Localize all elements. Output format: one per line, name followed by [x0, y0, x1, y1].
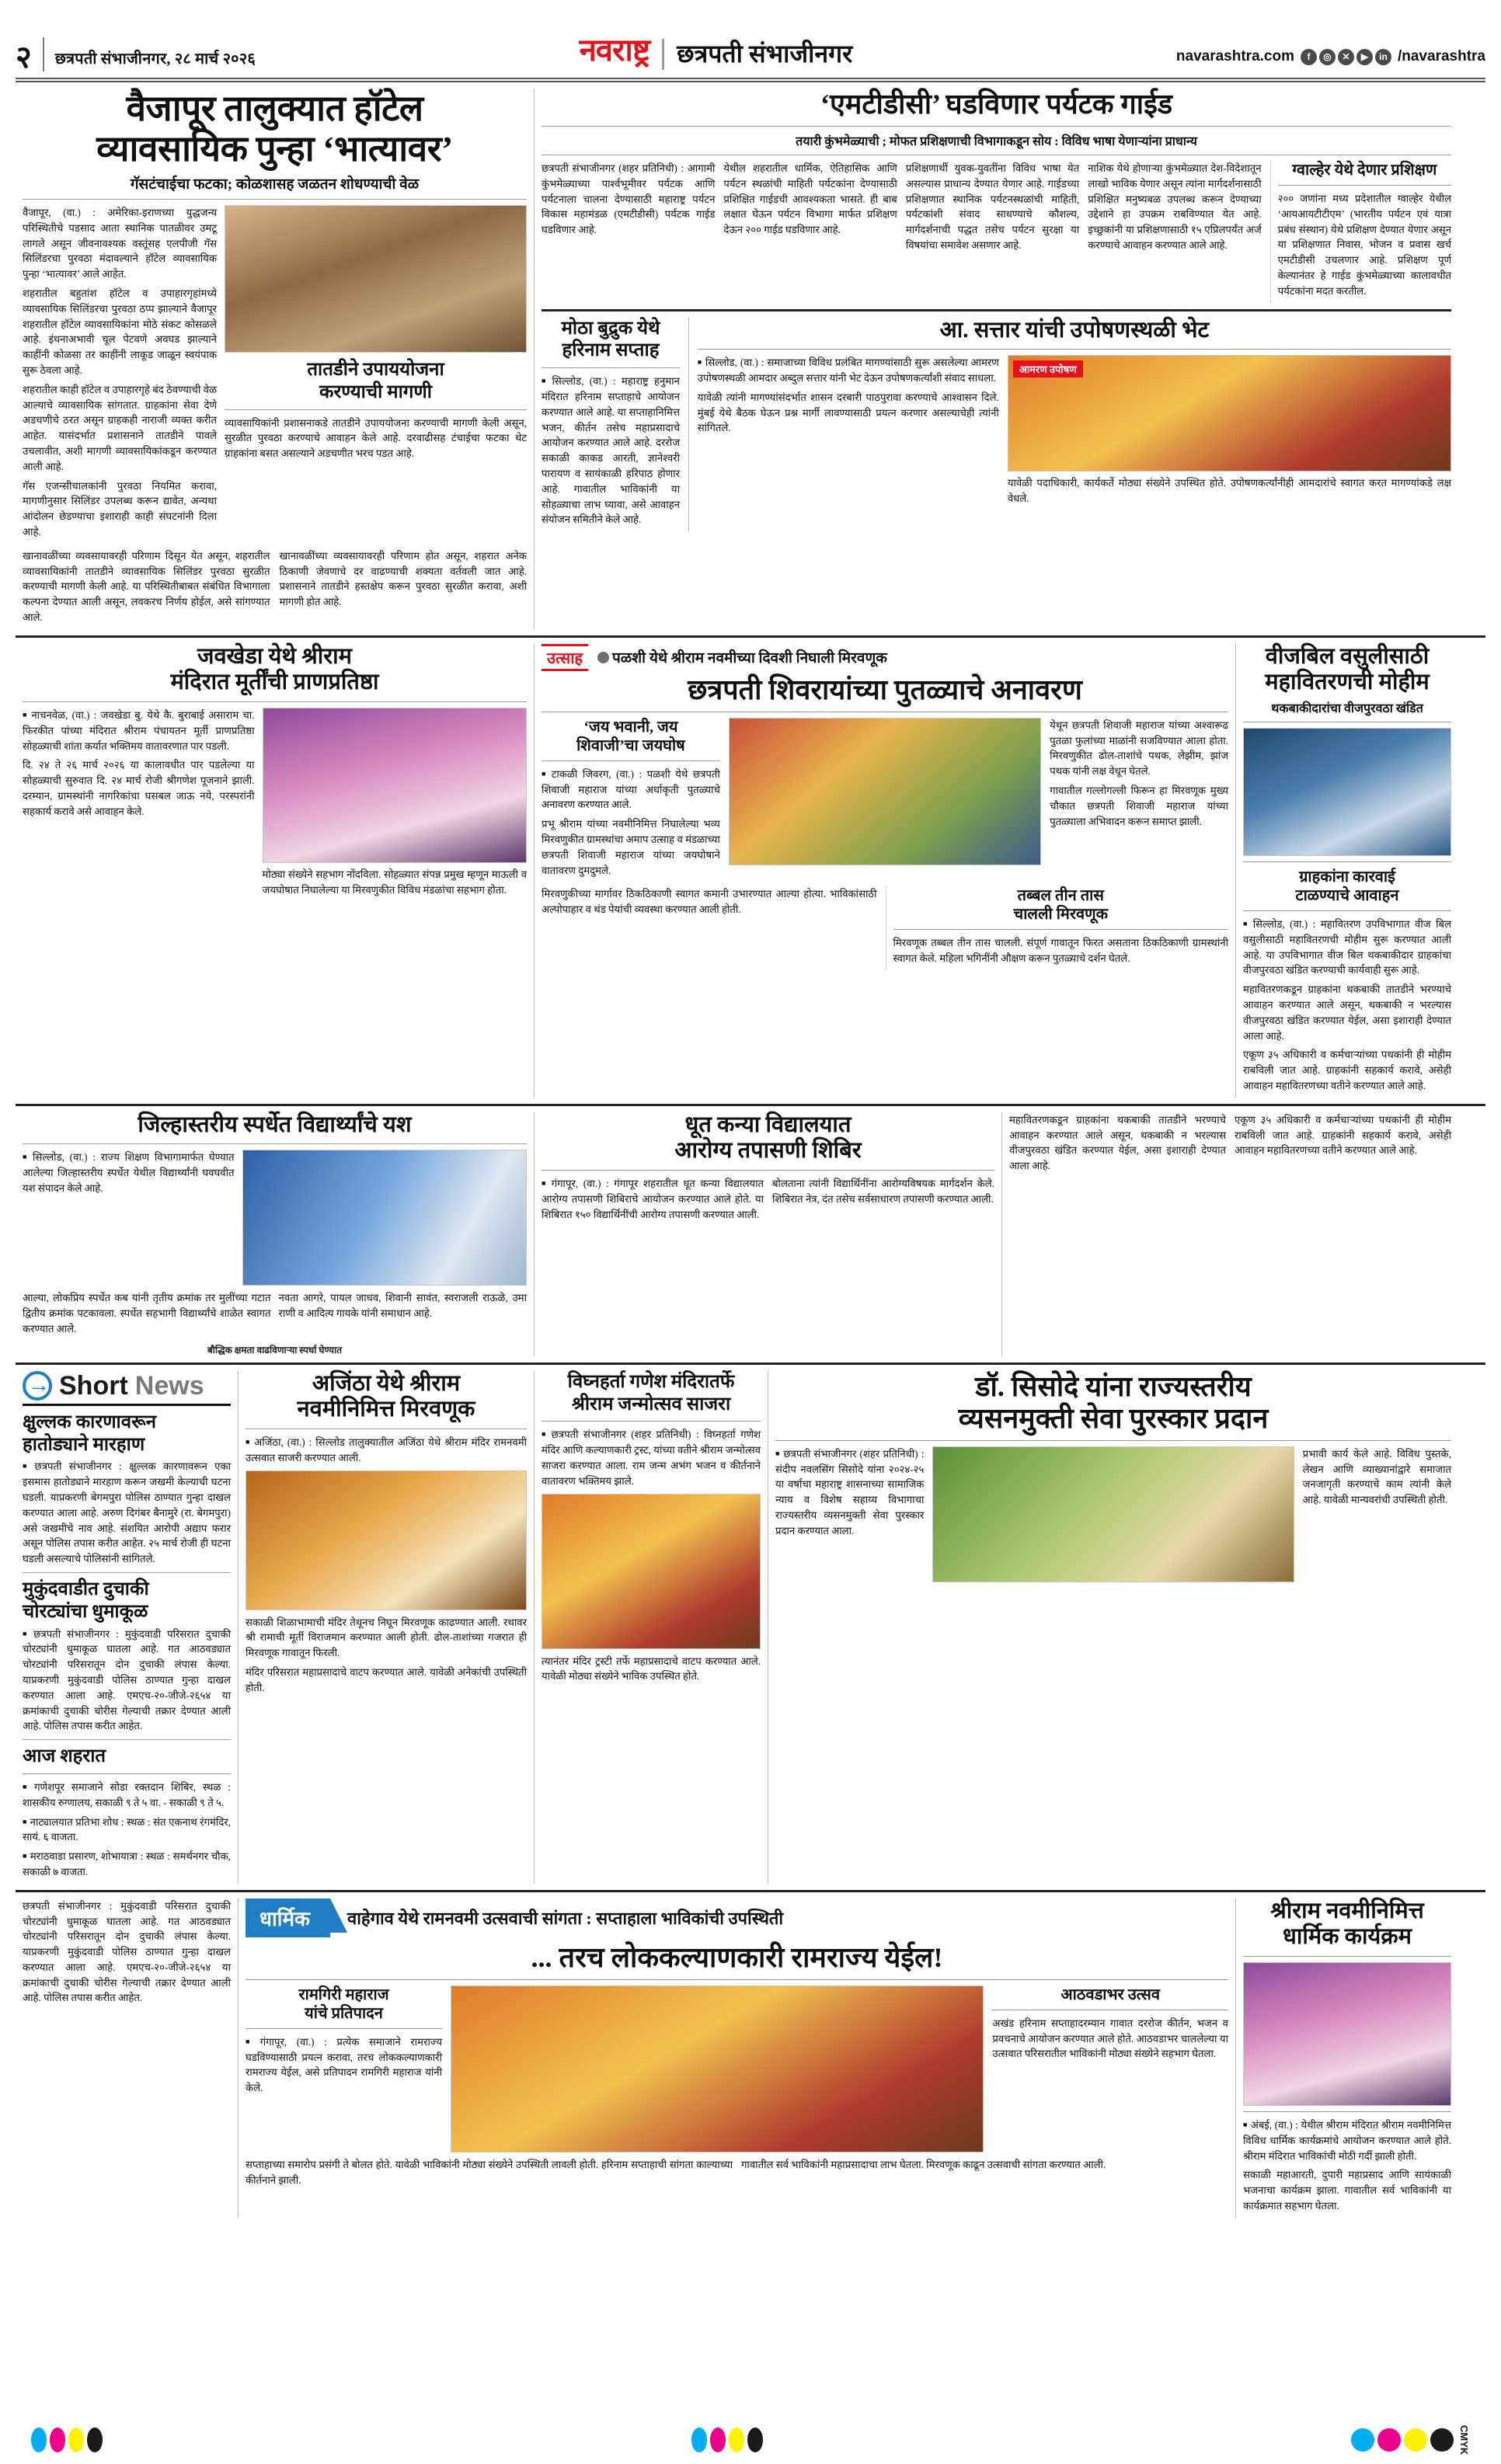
dharmik-right-para-1: ■ अंबई, (वा.) : येथील श्रीराम मंदिरात श्रीराम नवमीनिमित्त विविध धार्मिक कार्यक्रमांचे आयोजन करण्यात आले होते. श्रीराम मंदिरात भाविकांची मोठी गर्दी झाली होती.: [1243, 2118, 1451, 2163]
inset-title-line1: तातडीने उपाययोजना: [307, 360, 444, 381]
mtdc-col-1: छत्रपती संभाजीनगर (शहर प्रतिनिधी) : आगामी कुंभमेळ्याच्या पार्श्वभूमीवर पर्यटक आणि पर्यटनाला चालना देण्यासाठी महाराष्ट्र पर्यटन विकास महामंडळ (एमटीडीसी) पर्यटक गाईड घडविणार आहे.: [542, 162, 716, 236]
sisode-headline-line1: डॉ. सिसोदे यांना राज्यस्तरीय: [975, 1370, 1252, 1402]
band-divider: [16, 635, 1485, 638]
shivaji-photo: [729, 718, 1041, 865]
inset-body: व्यावसायिकांनी प्रशासनाकडे तातडीने उपाययोजना करण्याची मागणी केली असून, सुरळीत पुरवठा करण्याचे आवाहन केले आहे. दरवाढीसह टंचाईचा फटका थेट ग्राहकांना बसत असल्याने अडचणीत भरच पडत आहे.: [225, 416, 527, 460]
students-para-3: नवता आगरे, पायल जाधव, शिवानी सावंत, स्वराजली राऊळे, उमा राणी व आदित्य गायके यांनी समाधान आहे.: [278, 1292, 527, 1320]
students-para-1: ■ सिल्लोड, (वा.) : राज्य शिक्षण विभागामार्फत घेण्यात आलेल्या जिल्हास्तरीय स्पर्धेत येथील विद्यार्थ्यांनी घवघवीत यश संपादन केले आहे.: [23, 1150, 235, 1195]
page-number: २: [16, 40, 32, 75]
badge-dharmik: धार्मिक: [246, 1898, 330, 1937]
brand-city: छत्रपती संभाजीनगर: [677, 40, 853, 68]
vijbill-sub-line1: ग्राहकांना कारवाई: [1299, 868, 1395, 886]
lead-headline-line1: वैजापूर तालुक्यात हॉटेल: [126, 89, 423, 128]
print-registration-marks: [0, 2425, 1501, 2455]
lead-col2-para: खानावळींच्या व्यवसायावरही परिणाम दिसून येत असून, शहरातील व्यावसायिकांनी तातडीने व्यावसायिक सिलिंडर पुरवठा सुरळीत करण्याची मागणी केली आहे. या परिस्थितीबाबत संबंधित विभागाला कल्पना देण्यात आली असून, लवकरच निर्णय होईल, असे सांगण्यात आले.: [23, 549, 270, 623]
ganesh-para-2: त्यानंतर मंदिर ट्रस्टी तर्फे महाप्रसादाचे वाटप करण्यात आले. यावेळी मोठ्या संख्येने भाविक उपस्थित होते.: [542, 1655, 761, 1683]
sn-item-1-head-1: मुकुंदवाडीत दुचाकी: [23, 1578, 149, 1599]
masthead-brand: [256, 27, 1176, 71]
social-icons: [1301, 49, 1391, 65]
sn-item-0-head-2: हातोड्याने मारहाण: [23, 1434, 145, 1455]
twitter-x-icon[interactable]: ✕: [1338, 49, 1354, 65]
badge-utsah: उत्साह: [542, 644, 588, 671]
masthead-social: [1176, 48, 1485, 71]
band-third: [16, 1112, 1485, 1356]
short-news-header: [23, 1371, 231, 1406]
vijbill-deck: थकबाकीदारांचा वीजपुरवठा खंडित: [1271, 702, 1423, 715]
divider: [542, 1170, 994, 1171]
vijbill-sub-line2: टाळण्याचे आवाहन: [1295, 887, 1399, 904]
divider: [775, 1440, 1451, 1441]
sisode-story: [768, 1371, 1458, 1884]
cyan-dot-icon: [691, 2427, 707, 2452]
ajintha-para-1: ■ अजिंठा, (वा.) : सिल्लोड तालुक्यातील अजिंठा येथे श्रीराम मंदिर रामनवमी उत्सवात साजरी करण्यात आली.: [246, 1435, 527, 1466]
dharmik-right-headline-2: धार्मिक कार्यक्रम: [1283, 1924, 1412, 1950]
youtube-icon[interactable]: ▶: [1356, 49, 1373, 65]
students-caption: बौद्धिक क्षमता वाढविणाऱ्या स्पर्धा घेण्यात: [207, 1344, 343, 1356]
lead-para-4: गॅस एजन्सीचालकांनी पुरवठा नियमित करावा, मागणीनुसार सिलिंडर उपलब्ध करून द्यावेत, अन्यथा आंदोलन छेडण्याचा इशाराही काही संघटनांनी दिला आहे.: [23, 479, 217, 538]
jawkheda-para-1: ■ नाचनवेळ, (वा.) : जवखेडा बु. येथे कै. बुराबाई असाराम चा. फिरकीत पांच्या मंदिरात श्रीराम पंचायतन मूर्ती प्राणप्रतिष्ठा सोहळ्याची शांता कर्यात भक्तिमय वातावरणात पार पडली.: [23, 708, 255, 753]
shivaji-sub-line1: ‘जय भवानी, जय: [583, 718, 678, 736]
divider: [23, 1143, 527, 1144]
shivaji-left-para-1: ■ टाकळी जिवरग, (वा.) : पळशी येथे छत्रपती शिवाजी महाराज यांच्या अर्धाकृती पुतळ्याचे अनावरण करण्यात आले.: [542, 767, 720, 813]
vijbill-story: [1236, 644, 1458, 1098]
folio-divider: [43, 37, 44, 71]
short-news-title-1: Short: [59, 1370, 128, 1401]
sattar-photo: [1008, 355, 1451, 472]
inset-title-line2: करण्याची मागणी: [319, 381, 432, 402]
mtdc-side-title: ग्वाल्हेर येथे देणार प्रशिक्षण: [1292, 162, 1437, 179]
shivaji-inset-body: मिरवणूक तब्बल तीन तास चालली. संपूर्ण गावातून फिरत असताना ठिकठिकाणी ग्रामस्थांनी स्वागत केले. महिला भगिनींनी औक्षण करून पुतळ्याचे दर्शन घेतले.: [893, 937, 1228, 965]
dharmik-right-para-2: सकाळी महाआरती, दुपारी महाप्रसाद आणि सायंकाळी भजनाचा कार्यक्रम झाला. गावातील सर्व भाविकांनी या कार्यक्रमात सहभाग घेतला.: [1243, 2169, 1451, 2212]
sattar-para-1: ■ सिल्लोड, (वा.) : समाजाच्या विविध प्रलंबित मागण्यांसाठी सुरू असलेल्या आमरण उपोषणस्थळी आमदार अब्दुल सत्तार यांनी भेट देऊन उपोषणकर्त्यांशी संवाद साधला.: [698, 355, 999, 386]
website-url[interactable]: navarashtra.com: [1175, 48, 1294, 64]
shivaji-kicker: पळशी येथे श्रीराम नवमीच्या दिवशी निघाली मिरवणूक: [612, 650, 887, 667]
ramrajya-mid-para-2: गावातील सर्व भाविकांनी महाप्रसादाचा लाभ घेतला. मिरवणूक काढून उत्सवाची सांगता करण्यात आली.: [741, 2158, 1106, 2170]
sisode-para-1: ■ छत्रपती संभाजीनगर (शहर प्रतिनिधी) : संदीप नवलसिंग सिसोदे यांना २०२४-२५ या वर्षाचा महाराष्ट्र शासनाच्या सामाजिक न्याय व विशेष सहाय्य विभागाचा राज्यस्तरीय व्यसनमुक्ती सेवा पुरस्कार प्रदान करण्यात आला.: [775, 1446, 924, 1578]
ganesh-para-1: ■ छत्रपती संभाजीनगर (शहर प्रतिनिधी) : विघ्नहर्ता गणेश मंदिर आणि कल्याणकारी ट्रस्ट, यांच्या वतीने श्रीराम जन्मोत्सव साजरा करण्यात आला. राम जन्म अभंग भजन व कीर्तनाने वातावरण भक्तिमय झाले.: [542, 1427, 761, 1488]
vijbill-photo: [1243, 728, 1451, 856]
ganesh-photo: [542, 1494, 761, 1649]
ramrajya-story: [239, 1898, 1235, 2218]
ganesh-story: [535, 1371, 768, 1884]
band-divider: [16, 1104, 1485, 1106]
sn-item-1-body: ■ छत्रपती संभाजीनगर : मुकुंदवाडी परिसरात दुचाकी चोरट्यांनी धुमाकूळ घातला आहे. गत आठवड्यात चोरट्यांनी परिसरातून दोन दुचाकी लंपास केल्या. याप्रकरणी मुकुंदवाडी पोलिस ठाण्यात गुन्हा दाखल करण्यात आला आहे. एमएच-२०-जीजे-२६५४ या क्रमांकाची दुचाकी चोरीस गेल्याची तक्रार देण्यात आली आहे. पोलिस तपास करीत आहेत.: [23, 1627, 231, 1735]
mtdc-side-body: २०० जणांना मध्य प्रदेशातील ग्वाल्हेर येथील ‘आयआयटीटीएम’ (भारतीय पर्यटन एवं यात्रा प्रबंध संस्थान) येथे प्रशिक्षण देण्यात येणार असून या प्रशिक्षणात निवास, भोजन व प्रवास खर्च एमटीडीसी उचलणार आहे. प्रशिक्षण पूर्ण केल्यानंतर हे गाईड कुंभमेळ्याच्या कालावधीत पर्यटकांना मदत करतील.: [1277, 193, 1452, 297]
dhoot-headline-line2: आरोग्य तपासणी शिबिर: [674, 1138, 862, 1164]
weather-title: आज शहरात: [23, 1746, 106, 1767]
divider: [246, 1979, 1228, 1980]
vijbill-para-1: ■ सिल्लोड, (वा.) : महावितरण उपविभागात वीज बिल वसुलीसाठी महावितरणची मोहीम सुरू करण्यात आली आहे. या उपविभागात वीज बिल थकबाकीदार ग्राहकांचा वीजपुरवठा खंडित करण्याची कार्यवाही सुरू आहे.: [1243, 917, 1451, 978]
ramrajya-mid-para-1: सप्ताहाच्या समारोप प्रसंगी ते बोलत होते. यावेळी भाविकांनी मोठ्या संख्येने उपस्थिती लावली होती. हरिनाम सप्ताहाची सांगता काल्याच्या कीर्तनाने झाली.: [246, 2158, 733, 2186]
shivaji-mid-para-1: येथून छत्रपती शिवाजी महाराज यांच्या अश्वारूढ पुतळा फुलांच्या माळांनी सजविण्यात आला होता. मिरवणुकीत ढोल-ताशांचे पथक, लेझीम, झांज पथक यांनी लक्ष वेधून घेतले.: [1050, 719, 1228, 778]
cmyk-marks-left: [31, 2427, 103, 2452]
ramrajya-side-title-2: यांचे प्रतिपादन: [305, 2004, 383, 2022]
column-divider: [688, 318, 689, 532]
masthead-rule: [16, 78, 1485, 82]
lead-headline-line2: व्यावसायिक पुन्हा ‘भात्यावर’: [96, 128, 453, 169]
lead-para-2: शहरातील बहुतांश हॉटेल व उपाहारगृहांमध्ये व्यावसायिक सिलिंडरचा पुरवठा ठप्प झाल्याने वैजापूर शहरातील हॉटेल व्यावसायिकांना मोठे संकट कोसळले आहे. इंधनाअभावी चूल पेटवणे अवघड झाल्याने काहींनी कोळसा तर काहींनी लाकूड जाळून स्वयंपाक सुरू ठेवला आहे.: [23, 287, 217, 376]
ajintha-para-2: सकाळी शिळाभामाची मंदिर तेथूनच निघून मिरवणूक काढण्यात आली. रथावर श्री रामाची मूर्ती विराजमान करण्यात आली होती. ढोल-ताशांच्या गजरात ही मिरवणूक गावातून फिरली.: [246, 1616, 527, 1659]
divider: [225, 409, 527, 410]
shivaji-mid-para-2: गावातील गल्लोगल्ली फिरून हा मिरवणूक मुख्य चौकात छत्रपती शिवाजी महाराज यांच्या पुतळ्याला अभिवादन करून समाप्त झाली.: [1050, 784, 1228, 827]
shivaji-left-para-2: प्रभू श्रीराम यांच्या नवमीनिमित्त निघालेल्या भव्य मिरवणुकीत ग्रामस्थांचा अमाप उत्साह व मंडळाच्या छत्रपती शिवाजी महाराज यांच्या जयघोषाने वातावरण दुमदुमले.: [542, 818, 720, 876]
students-para-2: आल्या, लोकप्रिय स्पर्धेत कब यांनी तृतीय क्रमांक तर मुलींच्या गटात द्वितीय क्रमांक पटकावला. स्पर्धेत सहभागी विद्यार्थ्यांचे शाळेत स्वागत करण्यात आले.: [23, 1292, 271, 1335]
mtdc-deck: तयारी कुंभमेळ्याची ; मोफत प्रशिक्षणाची विभागाकडून सोय : विविध भाषा येणाऱ्यांना प्राधान्य: [796, 135, 1197, 149]
divider: [23, 199, 527, 200]
divider: [542, 760, 720, 761]
divider: [1243, 2111, 1451, 2112]
magenta-dot-icon: [50, 2427, 65, 2452]
divider: [1278, 185, 1451, 186]
ramrajya-inset-title: आठवडाभर उत्सव: [1060, 1985, 1161, 2003]
photo-banner: आमरण उपोषण: [1013, 360, 1083, 378]
students-story: [16, 1112, 534, 1356]
sn-item-0-body: ■ छत्रपती संभाजीनगर : क्षुल्लक कारणावरून एका इसमास हातोड्याने मारहाण करून जखमी केल्याची घटना घडली. याप्रकरणी बेगमपुरा पोलिस ठाण्यात गुन्हा दाखल करण्यात आला आहे. अरुण दिगंबर बैनामुरे (रा. बेगमपुरा) असे जखमीचे नाव आहे. संशयित आरोपी अद्याप फरार असून पोलिस तपास करीत आहेत. २५ मार्च रोजी ही घटना घडली असल्याचे पोलिसांनी सांगितले.: [23, 1459, 231, 1567]
harinam-body: ■ सिल्लोड, (वा.) : महाराष्ट्र हनुमान मंदिरात हरिनाम सप्ताहाचे आयोजन करण्यात आले आहे. या सप्ताहानिमित्त भजन, कीर्तन तसेच महाप्रसादाचे आयोजन करण्यात आले आहे. दररोज सकाळी काकड आरती, ज्ञानेश्वरी पारायण व सायंकाळी हरिपाठ होणार आहे. गावातील भाविकांनी या सोहळ्याचा लाभ घ्यावा, असे आवाहन संयोजन समितीने केले आहे.: [542, 374, 680, 527]
band-bottom: [16, 1898, 1485, 2218]
jawkheda-para-3: मोठ्या संख्येने सहभाग नोंदविला. सोहळ्यात संपन्न प्रमुख म्हणून माऊली व जयघोषात निघालेल्या या मिरवणुकीत विविध मंडळांचा सहभाग होता.: [262, 868, 527, 896]
short-news-continued: [16, 1898, 238, 2218]
ramrajya-photo: [451, 1985, 984, 2153]
sn-item-1-head-2: चोरट्यांचा धुमाकूळ: [23, 1601, 148, 1622]
cmyk-marks-right: [1351, 2425, 1470, 2455]
mtdc-headline: ‘एमटीडीसी’ घडविणार पर्यटक गाईड: [820, 89, 1173, 120]
facebook-icon[interactable]: f: [1301, 49, 1317, 65]
divider: [23, 1739, 231, 1740]
band-fourth: [16, 1371, 1485, 1884]
ajintha-headline-line2: नवमीनिमित्त मिरवणूक: [297, 1397, 475, 1422]
yellow-dot-icon: [729, 2427, 744, 2452]
ajintha-para-3: मंदिर परिसरात महाप्रसादाचे वाटप करण्यात आले. यावेळी अनेकांची उपस्थिती होती.: [246, 1666, 527, 1693]
sisode-para-2: प्रभावी कार्य केले आहे. विविध पुस्तके, लेखन आणि व्याख्यानांद्वारे समाजात जनजागृती करण्याचे काम त्यांनी केले आहे. यावेळी मान्यवरांची उपस्थिती होती.: [1302, 1447, 1451, 1506]
sattar-headline: आ. सत्तार यांची उपोषणस्थळी भेट: [939, 317, 1210, 343]
band-middle: [16, 644, 1485, 1098]
divider: [698, 349, 1451, 350]
vijbill-para-3: एकूण ३५ अधिकारी व कर्मचाऱ्यांच्या पथकांनी ही मोहीम राबविली जात आहे. ग्राहकांनी सहकार्य करावे, असेही आवाहन महावितरणच्या वतीने करण्यात आले आहे.: [1243, 1049, 1451, 1091]
vijbill-headline-line2: महावितरणची मोहीम: [1265, 670, 1430, 695]
yellow-dot-icon: [68, 2427, 84, 2452]
magenta-dot-icon: [1377, 2428, 1401, 2452]
harinam-headline-line1: मोठा बुद्रुक येथे: [561, 318, 660, 339]
black-dot-icon: [87, 2427, 103, 2452]
masthead: [16, 14, 1485, 75]
ajintha-headline-line1: अजिंठा येथे श्रीराम: [312, 1370, 461, 1396]
jawkheda-photo: [263, 708, 527, 863]
yellow-dot-icon: [1404, 2428, 1427, 2452]
dhoot-para-2: बोलताना त्यांनी विद्यार्थिनींना आरोग्यविषयक मार्गदर्शन केले. शिबिरात नेत्र, दंत तसेच सर्वसाधारण तपासणी करण्यात आली.: [772, 1178, 994, 1205]
vijbill-continued: [1002, 1112, 1458, 1356]
divider: [1243, 1956, 1451, 1957]
ramrajya-inset-body: अखंड हरिनाम सप्ताहादरम्यान गावात दररोज कीर्तन, भजन व प्रवचनाचे आयोजन करण्यात आले होते. आठवडाभर चाललेल्या या उत्सवात परिसरातील भाविकांनी मोठ्या संख्येने सहभाग घेतला.: [992, 2017, 1228, 2060]
shivaji-right-para: मिरवणुकीच्या मार्गावर ठिकठिकाणी स्वागत कमानी उभारण्यात आल्या होत्या. भाविकांसाठी अल्पोपाहार व थंड पेयांची व्यवस्था करण्यात आली होती.: [542, 888, 877, 916]
sn-cont-body: छत्रपती संभाजीनगर : मुकुंदवाडी परिसरात दुचाकी चोरट्यांनी धुमाकूळ घातला आहे. गत आठवड्यात चोरट्यांनी परिसरातून दोन दुचाकी लंपास केल्या. याप्रकरणी मुकुंदवाडी पोलिस ठाण्यात गुन्हा दाखल करण्यात आला आहे. एमएच-२०-जीजे-२६५४ या क्रमांकाची दुचाकी चोरीस गेल्याची तक्रार देण्यात आली आहे. पोलिस तपास करीत आहेत.: [23, 1899, 231, 2004]
jawkheda-para-2: दि. २४ ते २६ मार्च २०२६ या कालावधीत पार पडलेल्या या सोहळ्याची सुरुवात दि. २४ मार्च रोजी श्रीगणेश पूजनाने झाली. दरम्यान, ग्रामस्थांनी नागरिकांचा घसबल जाऊ नये, परस्परांनी सहकार्य करावे असे आवाहन केले.: [23, 759, 255, 817]
weather-item-1: ■ नाट्यालयात प्रतिभा शोध : स्थळ : संत एकनाथ रंगमंदिर, सायं. ६ वाजता.: [23, 1815, 231, 1846]
ganesh-headline-line2: श्रीराम जन्मोत्सव साजरा: [571, 1394, 731, 1415]
shivaji-headline: छत्रपती शिवरायांच्या पुतळ्याचे अनावरण: [688, 673, 1082, 705]
shivaji-sub-line2: शिवाजी’चा जयघोष: [576, 736, 685, 754]
divider: [542, 309, 1451, 311]
cyan-dot-icon: [31, 2427, 47, 2452]
shivaji-inset-title-line1: तब्बल तीन तास: [1017, 887, 1104, 905]
divider: [542, 126, 1451, 127]
ramrajya-side-title-1: रामगिरी महाराज: [298, 1985, 389, 2003]
jawkheda-headline-line1: जवखेडा येथे श्रीराम: [197, 643, 352, 669]
students-photo: [242, 1150, 527, 1286]
black-dot-icon: [747, 2427, 763, 2452]
sattar-para-3: यावेळी पदाधिकारी, कार्यकर्ते मोठ्या संख्येने उपस्थित होते. उपोषणकर्त्यांनीही आमदारांचे स्वागत करत मागण्यांकडे लक्ष वेधले.: [1007, 477, 1451, 505]
band-divider: [16, 1890, 1485, 1892]
instagram-icon[interactable]: ◎: [1319, 49, 1336, 65]
weather-item-2: ■ मराठवाडा प्रसारण, शोभायात्रा : स्थळ : समर्थनगर चौक, सकाळी ७ वाजता.: [23, 1849, 231, 1880]
sisode-photo: [932, 1446, 1294, 1582]
social-handle: /navarashtra: [1397, 48, 1485, 64]
lead-col3-para: खानावळींच्या व्यवसायावरही परिणाम होत असून, शहरात अनेक ठिकाणी जेवणाचे दर वाढण्याची शक्यता वर्तवली जात आहे. प्रशासनाने तातडीने हस्तक्षेप करून पुरवठा सुरळीत करावा, अशी मागणी होत आहे.: [279, 549, 527, 608]
ajintha-photo: [246, 1470, 527, 1610]
short-news-title-2: News: [134, 1370, 204, 1401]
divider: [23, 1773, 231, 1774]
ramrajya-kicker: वाहेगाव येथे रामनवमी उत्सवाची सांगता : सप्ताहाला भाविकांची उपस्थिती: [347, 1908, 784, 1928]
vijbill-cont-para-1: महावितरणकडून ग्राहकांना थकबाकी तातडीने भरण्याचे आवाहन करण्यात आले असून, थकबाकी न भरल्यास वीजपुरवठा खंडित करण्यात येईल, असा इशाराही देण्यात आला आहे.: [1009, 1113, 1226, 1172]
lead-photo: [225, 205, 527, 353]
mtdc-col-4: नाशिक येथे होणाऱ्या कुंभमेळ्यात देश-विदेशातून लाखो भाविक येणार असून त्यांना मार्गदर्शनासाठी प्रशिक्षित मनुष्यबळ उपलब्ध करून देण्याच्या उद्देशाने हा उपक्रम राबविण्यात येत आहे. इच्छुकांनी या प्रशिक्षणासाठी १५ एप्रिलपर्यंत अर्ज करण्याचे आवाहन करण्यात आले आहे.: [1088, 162, 1262, 252]
bullet-dot-icon: [597, 652, 609, 663]
vijbill-headline-line1: वीजबिल वसुलीसाठी: [1265, 643, 1430, 669]
edition-date: छत्रपती संभाजीनगर, २८ मार्च २०२६: [54, 50, 256, 68]
ganesh-headline-line1: विघ्नहर्ता गणेश मंदिरातर्फे: [567, 1371, 735, 1392]
jawkheda-headline-line2: मंदिरात मूर्तींची प्राणप्रतिष्ठा: [170, 670, 379, 695]
cmyk-marks-center: [691, 2427, 763, 2452]
vijbill-cont-para-2: एकूण ३५ अधिकारी व कर्मचाऱ्यांच्या पथकांनी ही मोहीम राबविली जात आहे. ग्राहकांनी सहकार्य करावे, असेही आवाहन महावितरणच्या वतीने करण्यात आले आहे.: [1235, 1113, 1451, 1157]
brand-divider: [662, 39, 664, 70]
jawkheda-story: [16, 644, 534, 1098]
dharmik-right-photo: [1243, 1962, 1451, 2106]
sn-item-0-head-1: क्षुल्लक कारणावरून: [23, 1411, 157, 1432]
dharmik-right-story: [1236, 1898, 1458, 2218]
dharmik-right-headline-1: श्रीराम नवमीनिमित्त: [1270, 1898, 1424, 1923]
sisode-headline-line2: व्यसनमुक्ती सेवा पुरस्कार प्रदान: [958, 1402, 1269, 1434]
brand-logo: नवराष्ट्र: [579, 33, 650, 68]
cmyk-label: CMYK: [1458, 2424, 1470, 2455]
mtdc-col-2: येथील शहरातील धार्मिक, ऐतिहासिक आणि पर्यटन स्थळांची माहिती पर्यटकांना देण्यासाठी प्रशिक्षित गाईडची आवश्यकता भासते. ही बाब लक्षात घेऊन पर्यटन विभागा मार्फत प्रशिक्षण देऊन २०० गाईड घडविणार आहे.: [723, 162, 897, 236]
divider: [23, 1572, 231, 1573]
divider: [246, 2028, 442, 2029]
ramrajya-side-body: ■ गंगापूर, (वा.) : प्रत्येक समाजाने रामराज्य घडविण्यासाठी प्रयत्न करावा, तरच लोककल्याणकारी रामराज्य येईल, असे प्रतिपादन रामगिरी महाराज यांनी केले.: [246, 2034, 442, 2096]
divider: [893, 929, 1229, 930]
lead-para-3: शहरातील काही हॉटेल व उपाहारगृहे बंद ठेवण्याची वेळ आल्याचे व्यावसायिक सांगतात. ग्राहकांना सेवा देणे अडचणीचे ठरत असून ग्राहकही नाराजी व्यक्त करीत आहेत. यासंदर्भात प्रशासनाने तातडीने पावले उचलावीत, अशी मागणी व्यावसायिकांकडून करण्यात आली आहे.: [23, 383, 217, 472]
divider: [542, 367, 680, 368]
linkedin-icon[interactable]: in: [1375, 49, 1391, 65]
shivaji-inset-title-line2: चालली मिरवणूक: [1013, 906, 1108, 924]
cyan-dot-icon: [1351, 2428, 1374, 2452]
dhoot-para-1: ■ गंगापूर, (वा.) : गंगापूर शहरातील धूत कन्या विद्यालयात आरोग्य तपासणी शिबिराचे आयोजन करण्यात आले होते. या शिबिरात १५० विद्यार्थिनींची आरोग्य तपासणी करण्यात आली.: [542, 1176, 764, 1222]
weather-item-0: ■ गणेशपूर समाजाने सोडा रक्तदान शिबिर, स्थळ : शासकीय रुग्णालय, सकाळी ९ ते ५ वा. - सकाळी ९ ते ५.: [23, 1780, 231, 1811]
lead-para-1: वैजापूर, (वा.) : अमेरिका-इराणच्या युद्धजन्य परिस्थितीचे पडसाद आता स्थानिक पातळीवर उमटू लागले असून जीवनावश्यक वस्तूंसह एलपीजी गॅस सिलिंडरचा पुरवठा मंदावल्याने हॉटेल व्यावसायिक पुन्हा ‘भात्यावर’ आले आहेत.: [23, 207, 217, 280]
mtdc-story: [535, 89, 1458, 629]
divider: [23, 701, 527, 702]
dhoot-headline-line1: धूत कन्या विद्यालयात: [684, 1112, 851, 1137]
ajintha-story: [239, 1371, 534, 1884]
divider: [1243, 910, 1451, 911]
divider: [542, 1421, 761, 1422]
ramrajya-headline: ... तरच लोककल्याणकारी रामराज्य येईल!: [531, 1941, 943, 1973]
black-dot-icon: [1430, 2428, 1454, 2452]
sattar-para-2: यावेळी त्यांनी मागण्यांसंदर्भात शासन दरबारी पाठपुरावा करण्याचे आश्वासन दिले. मुंबई येथे बैठक घेऊन प्रश्न मार्गी लावण्यासाठी प्रयत्न करणार असल्याचेही त्यांनी सांगितले.: [697, 391, 999, 434]
arrow-in-circle-icon: [23, 1371, 52, 1401]
lead-story: [16, 89, 534, 629]
harinam-headline-line2: हरिनाम सप्ताह: [562, 340, 660, 361]
dhoot-story: [535, 1112, 1001, 1356]
lead-deck: गॅसटंचाईचा फटका; कोळशासह जळतन शोधण्याची वेळ: [130, 176, 420, 193]
short-news-section: [16, 1371, 238, 1884]
band-top: [16, 89, 1485, 629]
students-headline: जिल्हास्तरीय स्पर्धेत विद्यार्थ्यांचे यश: [138, 1112, 412, 1137]
band-divider: [16, 1363, 1485, 1365]
vijbill-para-2: महावितरणकडून ग्राहकांना थकबाकी तातडीने भरण्याचे आवाहन करण्यात आले असून, थकबाकी न भरल्यास वीजपुरवठा खंडित करण्यात येईल, असा इशाराही देण्यात आला आहे.: [1243, 983, 1451, 1042]
mtdc-col-3: प्रशिक्षणार्थी युवक-युवतींना विविध भाषा येत असल्यास प्राधान्य देण्यात येणार आहे. गाईडच्या प्रशिक्षणात स्थानिक पर्यटनस्थळांची माहिती, पर्यटकांशी संवाद साधण्याचे कौशल्य, मार्गदर्शनाची पद्धत तसेच पर्यटन सुरक्षा या विषयांचा समावेश असणार आहे.: [905, 162, 1080, 252]
divider: [1243, 861, 1451, 862]
magenta-dot-icon: [710, 2427, 726, 2452]
masthead-left: [16, 37, 256, 75]
shivaji-story: [535, 644, 1235, 1098]
